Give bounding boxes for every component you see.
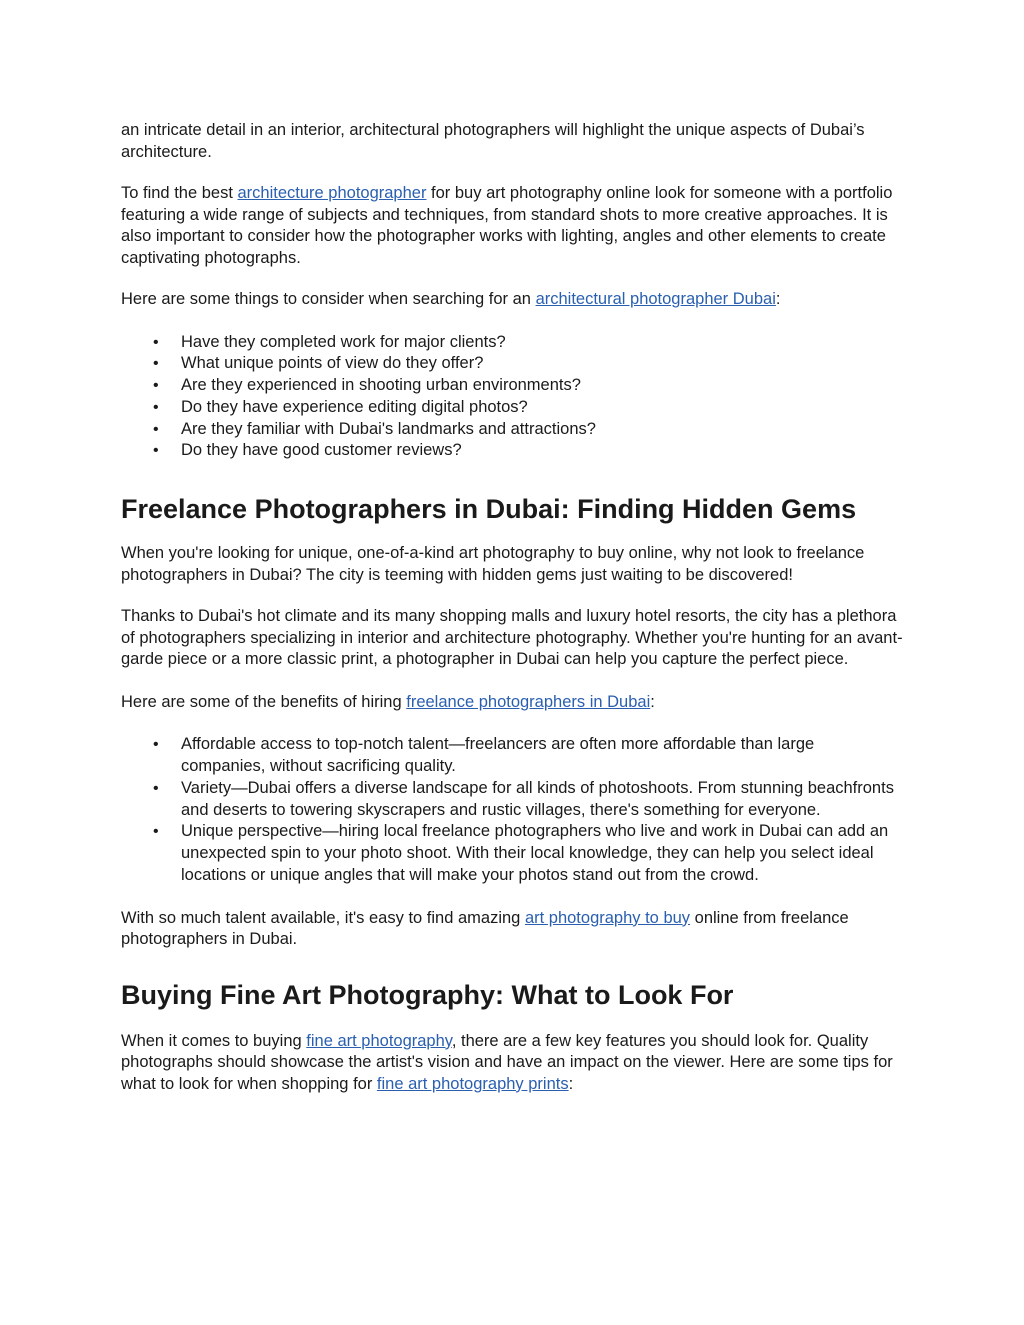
find-best-paragraph: [121, 183, 903, 269]
list-item: • Affordable access to top-notch talent—freelancers are often more affordable than large companies, without sacrificing quality.: [121, 734, 903, 778]
list-item: • Do they have good customer reviews?: [121, 440, 903, 462]
buying-paragraph: [121, 1031, 903, 1096]
list-item: • Do they have experience editing digital photos?: [121, 397, 903, 419]
benefits-text-after: :: [650, 692, 655, 711]
list-item: • Have they completed work for major clients?: [121, 332, 903, 354]
closing-paragraph: [121, 908, 903, 951]
section-heading-freelance: Freelance Photographers in Dubai: Finding Hidden Gems: [121, 494, 857, 525]
benefits-list: [121, 734, 903, 887]
section-heading-buying: Buying Fine Art Photography: What to Look For: [121, 979, 734, 1010]
fine-art-photography-link[interactable]: fine art photography: [306, 1031, 452, 1050]
architecture-photographer-link[interactable]: architecture photographer: [237, 184, 427, 202]
consider-text-before: Here are some things to consider when searching for an: [121, 290, 536, 308]
list-item: • Variety—Dubai offers a diverse landscape for all kinds of photoshoots. From stunning beachfronts and deserts to towering skyscrapers and rustic villages, there's something for everyone.: [121, 778, 903, 822]
benefits-paragraph: [121, 692, 903, 714]
find-best-text-before: To find the best: [121, 184, 238, 202]
list-item: • Unique perspective—hiring local freelance photographers who live and work in Dubai can add an unexpected spin to your photo shoot. With their local knowledge, they can help you select ideal locations or unique angles that will make your photos stand out from the crowd.: [121, 821, 903, 886]
closing-text-before: With so much talent available, it's easy to find amazing: [121, 908, 525, 927]
list-item: • Are they familiar with Dubai's landmarks and attractions?: [121, 419, 903, 441]
list-item: • What unique points of view do they offer?: [121, 353, 903, 375]
list-item: • Are they experienced in shooting urban environments?: [121, 375, 903, 397]
consider-paragraph: [121, 289, 903, 311]
freelance-intro-paragraph: When you're looking for unique, one-of-a-kind art photography to buy online, why not look to freelance photographers in Dubai? The city is teeming with hidden gems just waiting to be discovered!: [121, 544, 865, 584]
benefits-text-before: Here are some of the benefits of hiring: [121, 692, 407, 711]
climate-paragraph: Thanks to Dubai's hot climate and its many shopping malls and luxury hotel resorts, the city has a plethora of photographers specializing in interior and architecture photography. Whether you're hunting for an avant-garde piece or a more classic print, a photographer in Dubai can help you capture the perfect piece.: [121, 607, 903, 669]
buying-text-middle: , there are a few key features you should look for. Quality photographs should showcase the artist's vision and have an impact on the viewer. Here are some tips for what to look for when shopping for: [121, 1031, 893, 1093]
architectural-photographer-dubai-link[interactable]: architectural photographer Dubai: [535, 290, 776, 308]
art-photography-to-buy-link[interactable]: art photography to buy: [524, 908, 691, 927]
consider-list: [121, 332, 903, 463]
intro-continuation-paragraph: an intricate detail in an interior, architectural photographers will highlight the unique aspects of Dubai’s architecture.: [121, 121, 865, 161]
document-page: [121, 120, 903, 1095]
find-best-text-after: for buy art photography online look for someone with a portfolio featuring a wide range of subjects and techniques, from standard shots to more creative approaches. It is also important to consider how the photographer works with lighting, angles and other elements to create captivating photographs.: [121, 184, 893, 267]
fine-art-photography-prints-link[interactable]: fine art photography prints: [376, 1074, 569, 1093]
freelance-photographers-link[interactable]: freelance photographers in Dubai: [406, 692, 651, 711]
consider-text-after: :: [775, 290, 781, 308]
buying-text-after: :: [568, 1074, 574, 1093]
buying-text-before: When it comes to buying: [121, 1031, 307, 1050]
closing-text-after: online from freelance photographers in Dubai.: [121, 908, 849, 949]
